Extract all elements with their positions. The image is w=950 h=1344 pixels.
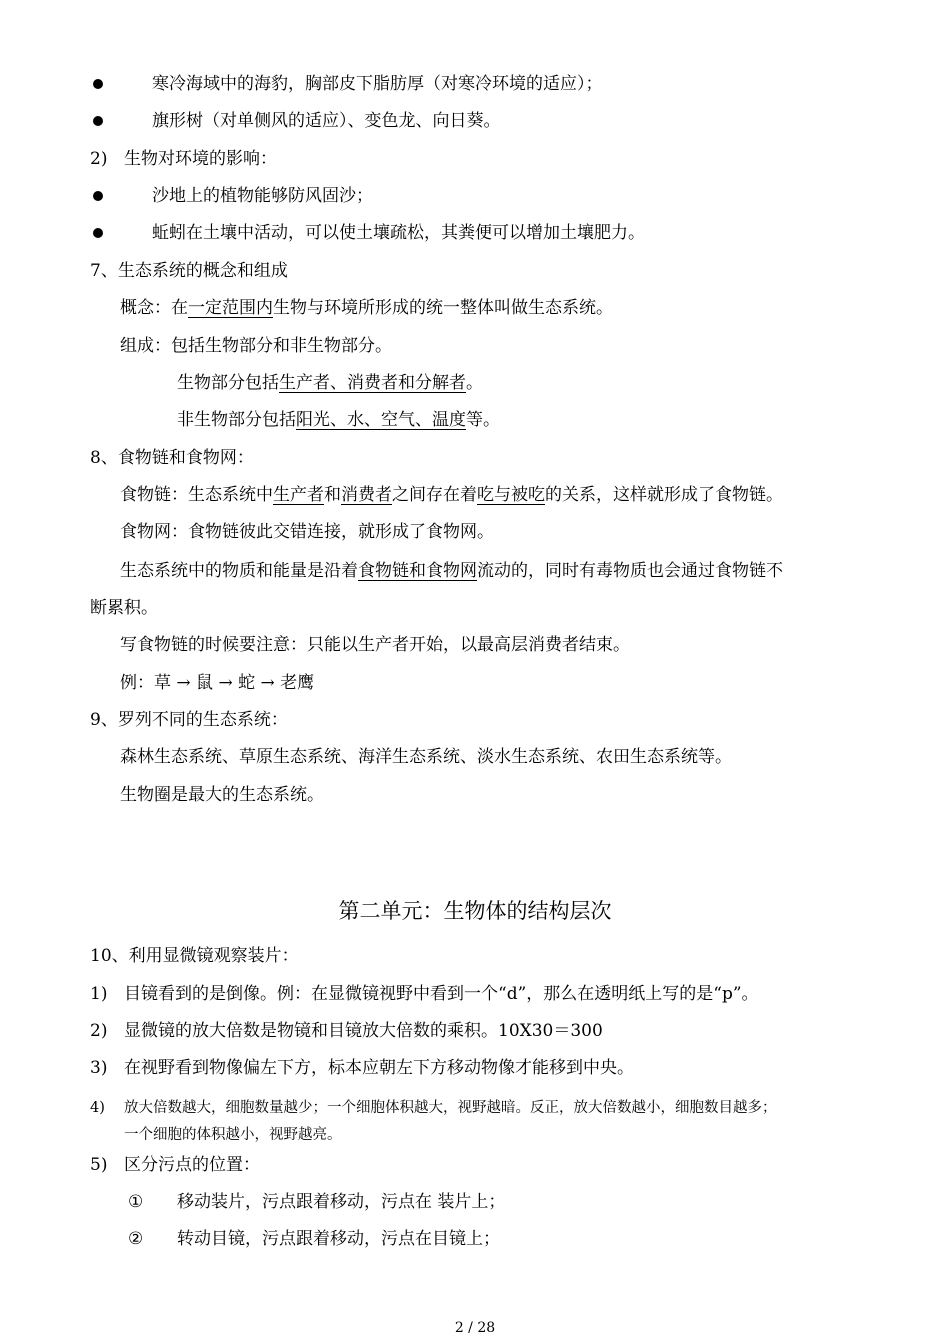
section-heading: 7、生态系统的概念和组成	[90, 261, 288, 281]
item-text: 移动装片，污点跟着移动，污点在 装片上；	[177, 1192, 506, 1212]
bullet-dot	[93, 116, 103, 126]
circled-number: ①	[128, 1192, 144, 1212]
underlined-text: 消费者	[341, 485, 392, 505]
composition-line: 组成：包括生物部分和非生物部分。	[120, 336, 392, 356]
underlined-text: 食物链和食物网	[358, 561, 477, 581]
item-text: 显微镜的放大倍数是物镜和目镜放大倍数的乘积。10X30＝300	[124, 1021, 603, 1041]
text: 等。	[466, 410, 500, 430]
flow-line	[120, 559, 783, 583]
item-text: 生物对环境的影响：	[124, 149, 277, 169]
text: 概念：在	[120, 298, 188, 318]
underlined-text: 吃与被吃	[477, 485, 545, 505]
item-text: 放大倍数越大，细胞数量越少；一个细胞体积越大，视野越暗。反正，放大倍数越小，细胞数目越多；	[124, 1100, 777, 1116]
biosphere-line: 生物圈是最大的生态系统。	[120, 785, 324, 805]
food-chain-line	[120, 483, 783, 507]
item-text: 目镜看到的是倒像。例：在显微镜视野中看到一个“d”，那么在透明纸上写的是“p”。	[124, 984, 759, 1004]
text: 的关系，这样就形成了食物链。	[545, 485, 783, 505]
bullet-text: 沙地上的植物能够防风固沙；	[152, 186, 373, 206]
item-text: 在视野看到物像偏左下方，标本应朝左下方移动物像才能移到中央。	[124, 1058, 634, 1078]
text: 之间存在着	[392, 485, 477, 505]
underlined-text: 阳光、水、空气、温度	[296, 410, 466, 430]
text: 非生物部分包括	[177, 410, 296, 430]
text: 生物与环境所形成的统一整体叫做生态系统。	[273, 298, 613, 318]
bullet-dot	[93, 191, 103, 201]
underlined-text: 生产者	[273, 485, 324, 505]
item-number: 3)	[90, 1058, 108, 1078]
bullet-text: 蚯蚓在土壤中活动，可以使土壤疏松，其粪便可以增加土壤肥力。	[152, 223, 645, 243]
section-heading: 10、利用显微镜观察装片：	[90, 946, 299, 966]
food-web-line: 食物网：食物链彼此交错连接，就形成了食物网。	[120, 522, 494, 542]
text: 和	[324, 485, 341, 505]
item-text-continued: 一个细胞的体积越小，视野越亮。	[124, 1127, 342, 1143]
bullet-text: 寒冷海域中的海豹，胸部皮下脂肪厚（对寒冷环境的适应）；	[152, 74, 603, 94]
bullet-dot	[93, 79, 103, 89]
text: 流动的，同时有毒物质也会通过食物链不	[477, 561, 783, 581]
item-text: 转动目镜，污点跟着移动，污点在目镜上；	[177, 1229, 500, 1249]
note-line: 写食物链的时候要注意：只能以生产者开始，以最高层消费者结束。	[120, 635, 630, 655]
item-text: 区分污点的位置：	[124, 1155, 260, 1175]
flow-line-continued: 断累积。	[90, 598, 158, 618]
underlined-text: 一定范围内	[188, 298, 273, 318]
concept-line	[120, 296, 613, 320]
bullet-text: 旗形树（对单侧风的适应）、变色龙、向日葵。	[152, 111, 501, 131]
nonbio-part-line	[177, 408, 500, 432]
text: 生态系统中的物质和能量是沿着	[120, 561, 358, 581]
ecosystem-list: 森林生态系统、草原生态系统、海洋生态系统、淡水生态系统、农田生态系统等。	[120, 747, 732, 767]
example-line: 例：草 → 鼠 → 蛇 → 老鹰	[120, 673, 315, 693]
item-number: 1)	[90, 984, 108, 1004]
page-number: 2 / 28	[454, 1320, 496, 1336]
item-number: 4)	[90, 1100, 105, 1116]
text: 。	[466, 373, 483, 393]
item-number: 2)	[90, 1021, 108, 1041]
item-number: 5)	[90, 1155, 108, 1175]
bullet-dot	[93, 228, 103, 238]
circled-number: ②	[128, 1229, 144, 1249]
item-number: 2)	[90, 149, 108, 169]
text: 生物部分包括	[177, 373, 279, 393]
section-heading: 9、罗列不同的生态系统：	[90, 710, 288, 730]
unit-title: 第二单元：生物体的结构层次	[338, 899, 612, 923]
text: 食物链：生态系统中	[120, 485, 273, 505]
section-heading: 8、食物链和食物网：	[90, 448, 254, 468]
bio-part-line	[177, 371, 483, 395]
underlined-text: 生产者、消费者和分解者	[279, 373, 466, 393]
